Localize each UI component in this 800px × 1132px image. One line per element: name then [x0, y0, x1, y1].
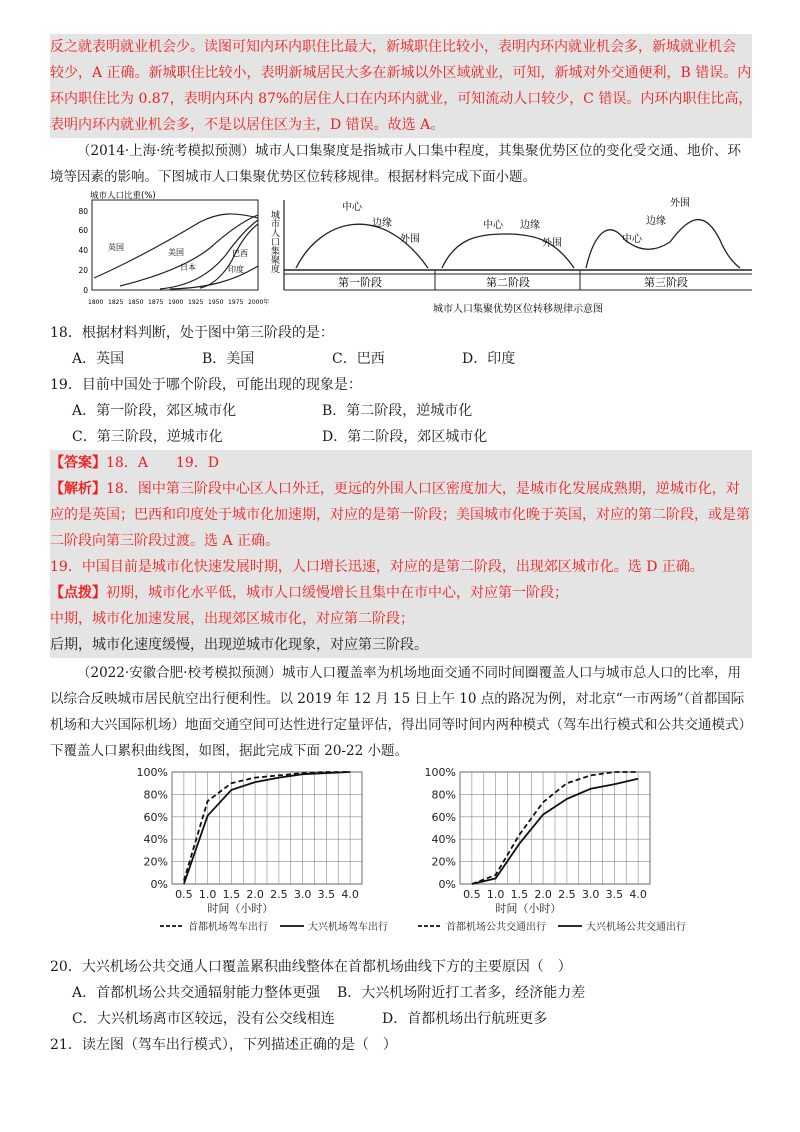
x-tick-label: 2.5 — [558, 888, 576, 901]
figure-urban-agglomeration — [50, 190, 752, 320]
right-y-label — [269, 209, 280, 273]
tip-line: 后期，城市化速度缓慢，出现逆城市化现象，对应第三阶段。 — [50, 637, 428, 653]
x-tick: 2000年 — [248, 299, 270, 306]
legend-label: 首都机场驾车出行 — [188, 922, 268, 933]
x-tick: 1800 — [88, 299, 104, 306]
legend-label: 首都机场公共交通出行 — [446, 922, 546, 933]
country-label: 印度 — [228, 265, 244, 274]
q18-option-b[interactable]: B．美国 — [202, 351, 255, 367]
y-tick: 20 — [78, 266, 88, 275]
q18-stem: 18．根据材料判断，处于图中第三阶段的是： — [50, 325, 334, 341]
x-tick-label: 2.0 — [246, 888, 264, 901]
explanation-line: 反之就表明就业机会少。读图可知内环内职住比最大，新城职住比较小，表明内环内就业机会多，新城就业机会 — [50, 39, 736, 55]
y-axis-label: 城市人口集聚度 — [269, 210, 279, 273]
y-tick: 0 — [83, 286, 88, 295]
y-tick-label: 40% — [143, 833, 168, 847]
zone-label: 外围 — [670, 198, 690, 209]
x-tick-label: 2.0 — [534, 888, 552, 901]
x-axis-label: 时间（小时） — [495, 902, 562, 915]
left-y-ticks — [78, 207, 88, 295]
zone-label: 中心 — [622, 234, 642, 245]
figure-1-svg — [50, 190, 752, 320]
stage-label: 第一阶段 — [338, 276, 382, 289]
country-label: 英国 — [108, 243, 124, 252]
stage-labels — [338, 276, 688, 289]
q20-options-row2 — [50, 1006, 752, 1032]
answer-tag: 【答案】 — [50, 455, 106, 471]
explanation-line: 表明内环内就业机会多，不是以居住区为主，D 错误。故选 A。 — [50, 117, 445, 133]
tip-tag: 【点拨】 — [50, 585, 106, 601]
legend-label: 大兴机场公共交通出行 — [586, 922, 686, 933]
q18-option-a[interactable]: A．英国 — [72, 351, 125, 367]
left-x-ticks — [88, 298, 269, 306]
analysis-line: 应的是英国；巴西和印度处于城市化加速期，对应的是第一阶段；美国城市化晚于英国，对应的第二阶段，或是第 — [50, 507, 750, 523]
analysis-line — [50, 476, 752, 502]
y-tick-label: 80% — [431, 788, 456, 802]
country-labels — [108, 242, 248, 274]
x-tick-label: 3.5 — [317, 888, 336, 901]
country-label: 巴西 — [232, 249, 248, 258]
q19-options-row2 — [50, 424, 752, 450]
y-tick: 60 — [78, 226, 88, 235]
explanation-line: 较少，A 正确。新城职住比较小，表明新城居民大多在新城以外区域就业，可知，新城对外交通便利，B 错误。内 — [50, 65, 752, 81]
q19-options-row1 — [50, 398, 752, 424]
q19-option-a[interactable]: A．第一阶段，郊区城市化 — [72, 403, 237, 419]
tip-line — [50, 580, 752, 606]
x-tick: 1850 — [128, 299, 144, 306]
answer-analysis-block — [50, 450, 752, 632]
stage-curves — [296, 220, 740, 268]
analysis-line: 19．中国目前是城市化快速发展时期，人口增长迅速，对应的是第二阶段，出现郊区城市化。选 D 正确。 — [50, 559, 704, 575]
legend-label: 大兴机场驾车出行 — [308, 922, 388, 933]
x-tick-label: 1.5 — [510, 888, 529, 901]
x-tick-label: 3.0 — [581, 888, 600, 901]
answer-line — [50, 450, 752, 476]
x-tick: 1975 — [228, 299, 244, 306]
q19-stem: 19．目前中国处于哪个阶段，可能出现的现象是： — [50, 377, 362, 393]
q18-option-c[interactable]: C．巴西 — [332, 351, 385, 367]
q19-option-c[interactable]: C．第三阶段，逆城市化 — [72, 429, 223, 445]
y-tick-label: 0% — [438, 878, 456, 891]
q19-option-b[interactable]: B．第二阶段，逆城市化 — [322, 403, 473, 419]
tip-block-black — [50, 632, 752, 658]
q20-option-d[interactable]: D．首都机场出行航班更多 — [382, 1011, 548, 1027]
country-label: 日本 — [180, 263, 196, 272]
y-tick-label: 20% — [143, 855, 168, 869]
analysis-text: 18．图中第三阶段中心区人口外迁，更远的外围人口区密度加大，是城市化发展成熟期，逆城市化，对 — [106, 481, 740, 497]
passage-2: （2022·安徽合肥·校考模拟预测）城市人口覆盖率为机场地面交通不同时间圈覆盖人口与城市总人口的比率，用以综合反映城市居民航空出行便利性。以 2019 年 12 月 15 日上午 10 点的路况为例，对北京“一市两场”（首都国际机场和大兴国际机场）地面交通空间可达性进行定量评估，得出同等时间内两种模式（驾车出行模式和公共交通模式）下覆盖人口累积曲线图，如图，据此完成下面 20-22 小题。 — [50, 665, 752, 759]
y-tick-label: 100% — [424, 766, 456, 779]
q21-stem: 21．读左图（驾车出行模式），下列描述正确的是（ ） — [50, 1037, 397, 1053]
zone-label: 边缘 — [520, 220, 540, 231]
y-tick-label: 40% — [431, 833, 456, 847]
zone-label: 外围 — [542, 238, 562, 249]
y-tick-label: 60% — [431, 810, 456, 824]
x-axis-label: 时间（小时） — [207, 902, 274, 915]
explanation-line: 环内职住比为 0.87，表明内环内 87%的居住人口在内环内就业，可知流动人口较少，C 错误。内环内职住比高， — [50, 91, 752, 107]
country-label: 美国 — [168, 248, 184, 257]
x-tick-label: 1.5 — [222, 888, 241, 901]
x-tick-label: 4.0 — [341, 888, 359, 901]
x-tick: 1875 — [148, 299, 164, 306]
q20-option-a[interactable]: A．首都机场公共交通辐射能力整体更强 — [72, 985, 321, 1001]
tip-text: 初期，城市化水平低，城市人口缓慢增长且集中在市中心，对应第一阶段； — [106, 585, 568, 601]
q20-option-c[interactable]: C．大兴机场离市区较远，没有公交线相连 — [72, 1011, 335, 1027]
passage-1: （2014·上海·统考模拟预测）城市人口集聚度是指城市人口集中程度，其集聚优势区位的变化受交通、地价、环境等因素的影响。下图城市人口集聚优势区位转移规律。根据材料完成下面小题。 — [50, 143, 741, 185]
stage-label: 第三阶段 — [644, 276, 688, 289]
q20-option-b[interactable]: B．大兴机场附近打工者多，经济能力差 — [337, 985, 586, 1001]
left-chart-title: 城市人口比重(%) — [90, 191, 156, 201]
x-tick: 1925 — [188, 299, 204, 306]
x-tick: 1825 — [108, 299, 124, 306]
analysis-line: 二阶段向第三阶段过渡。选 A 正确。 — [50, 533, 280, 549]
y-tick: 80 — [78, 207, 88, 216]
zone-label: 边缘 — [646, 216, 666, 227]
zone-label: 边缘 — [372, 218, 392, 229]
x-tick-label: 4.0 — [629, 888, 647, 901]
y-tick-label: 20% — [431, 855, 456, 869]
y-tick-label: 100% — [136, 766, 168, 779]
figure-caption: 城市人口集聚优势区位转移规律示意图 — [433, 304, 603, 315]
y-tick-label: 80% — [143, 788, 168, 802]
tip-line: 中期，城市化加速发展，出现郊区城市化，对应第二阶段； — [50, 611, 414, 627]
x-tick-label: 0.5 — [175, 888, 193, 901]
x-tick: 1900 — [168, 299, 184, 306]
analysis-tag: 【解析】 — [50, 481, 106, 497]
x-tick-label: 0.5 — [463, 888, 481, 901]
zone-label: 外围 — [400, 234, 420, 245]
stage-label: 第二阶段 — [486, 276, 530, 289]
x-tick-label: 2.5 — [270, 888, 288, 901]
y-tick: 40 — [78, 246, 88, 255]
x-tick-label: 3.0 — [293, 888, 312, 901]
top-explanation-block — [50, 34, 752, 138]
y-tick-label: 0% — [150, 878, 168, 891]
x-tick-label: 1.0 — [198, 888, 217, 901]
q18-options — [50, 346, 752, 372]
figure-coverage-charts — [50, 764, 752, 954]
zone-labels — [342, 196, 690, 249]
x-tick: 1950 — [208, 299, 224, 306]
q18-option-d[interactable]: D．印度 — [462, 351, 516, 367]
coverage-charts-svg — [50, 764, 752, 954]
q20-stem: 20．大兴机场公共交通人口覆盖累积曲线整体在首都机场曲线下方的主要原因（ ） — [50, 959, 572, 975]
document-page — [50, 34, 752, 1058]
q19-option-d[interactable]: D．第二阶段，郊区城市化 — [322, 429, 488, 445]
y-tick-label: 60% — [143, 810, 168, 824]
zone-label: 中心 — [342, 202, 362, 213]
x-tick-label: 1.0 — [486, 888, 505, 901]
q20-options-row1 — [50, 980, 752, 1006]
x-tick-label: 3.5 — [605, 888, 624, 901]
answer-text: 18．A 19．D — [106, 455, 219, 471]
zone-label: 中心 — [483, 220, 503, 231]
